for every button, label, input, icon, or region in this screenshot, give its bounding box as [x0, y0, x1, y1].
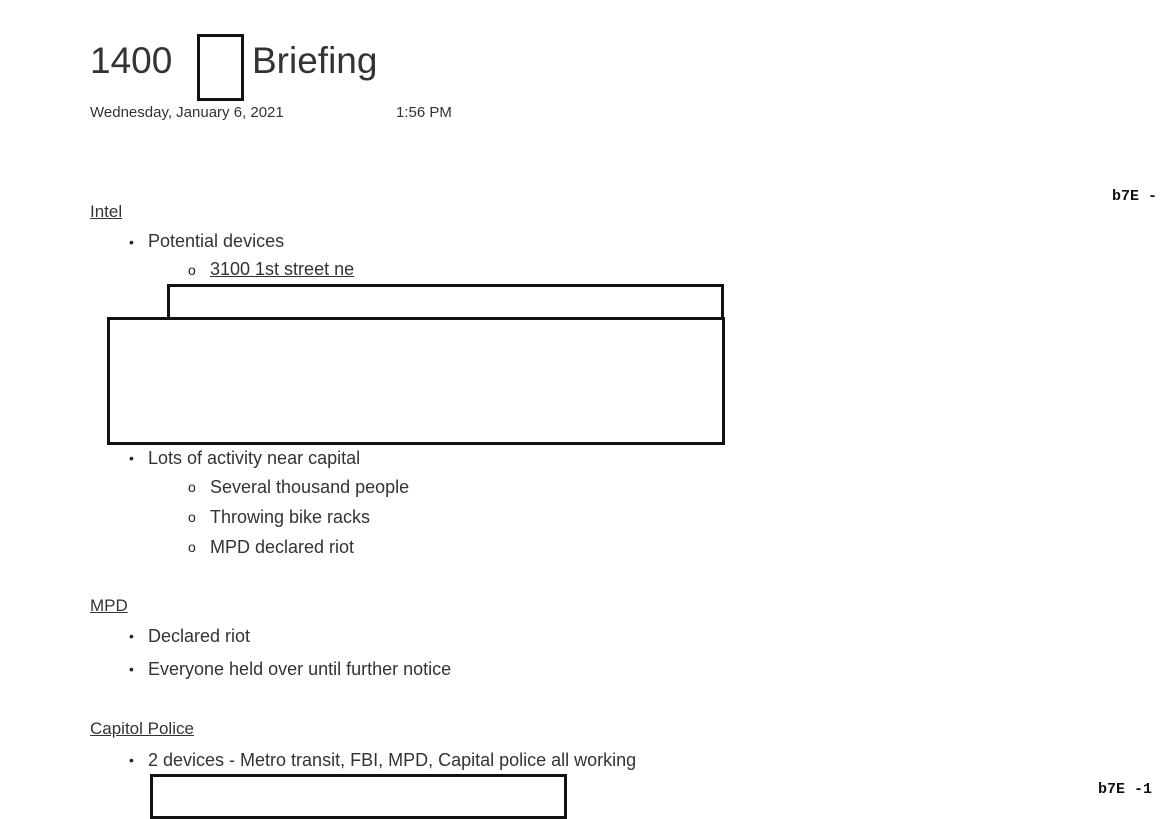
section-heading-capitol-police: Capitol Police: [90, 719, 194, 738]
bullet-icon: •: [129, 450, 134, 466]
list-item: 2 devices - Metro transit, FBI, MPD, Capital police all working: [148, 750, 637, 770]
bullet-icon: •: [129, 234, 134, 250]
sub-bullet-icon: o: [188, 509, 196, 525]
exemption-code: b7E -1: [1098, 781, 1153, 798]
note-time: 1:56 PM: [396, 104, 452, 121]
sub-list-item: Several thousand people: [210, 477, 410, 497]
redaction-box: [107, 317, 725, 445]
list-item: Declared riot: [148, 626, 251, 646]
redaction-box: [150, 774, 567, 819]
bullet-icon: •: [129, 628, 134, 644]
sub-bullet-icon: o: [188, 262, 196, 278]
bullet-icon: •: [129, 661, 134, 677]
title-part1: 1400: [90, 40, 173, 81]
section-heading-intel: Intel: [90, 202, 123, 221]
note-date: Wednesday, January 6, 2021: [90, 104, 284, 121]
sub-bullet-icon: o: [188, 539, 196, 555]
list-item: Potential devices: [148, 231, 285, 251]
exemption-code: b7E -: [1112, 188, 1158, 205]
list-item: Lots of activity near capital: [148, 448, 361, 468]
sub-bullet-icon: o: [188, 479, 196, 495]
redaction-box: [167, 284, 724, 321]
title-part2: Briefing: [252, 40, 378, 81]
sub-list-item: 3100 1st street ne: [210, 259, 355, 279]
sub-list-item: MPD declared riot: [210, 537, 355, 557]
sub-list-item: Throwing bike racks: [210, 507, 371, 527]
list-item: Everyone held over until further notice: [148, 659, 452, 679]
redaction-box: [197, 34, 244, 101]
section-heading-mpd: MPD: [90, 596, 128, 615]
bullet-icon: •: [129, 752, 134, 768]
